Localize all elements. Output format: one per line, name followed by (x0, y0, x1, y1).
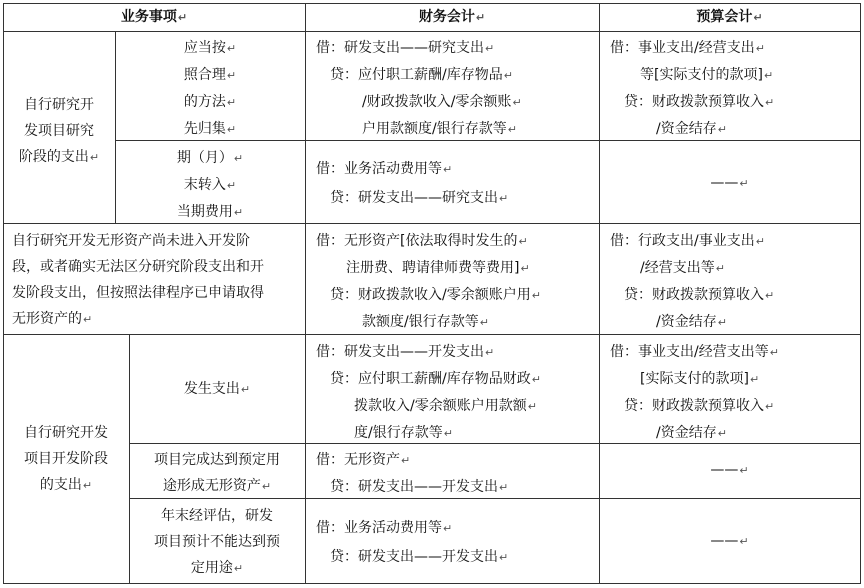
s2-title: 自行研究开发无形资产尚未进入开发阶 段，或者确实无法区分研究阶段支出和开 发阶段支出，但按照法律程序已申请取得 无形资产的↵ (12, 233, 264, 327)
rule-right (860, 3, 861, 584)
s3-r3-item: 年末经评估，研发 项目预计不能达到预 定用途↵ (154, 508, 280, 576)
s3-r1-budget: 借：事业支出/经营支出等↵ [实际支付的款项]↵ 贷：财政拨款预算收入↵ /资金结存↵ (610, 344, 779, 441)
s3-r2-item: 项目完成达到预定用 途形成无形资产↵ (154, 452, 280, 494)
s1-r1-financial: 借：研发支出——研究支出↵ 贷：应付职工薪酬/库存物品↵ /财政拨款收入/零余额账↵ 户用款额度/银行存款等↵ (316, 40, 522, 137)
header-col3: 预算会计↵ (696, 9, 763, 25)
s3-r3-budget: ——↵ (710, 533, 749, 549)
header-col2: 财务会计↵ (418, 9, 486, 25)
s2-financial: 借：无形资产[依法取得时发生的↵ 注册费、聘请律师费等费用]↵ 贷：财政拨款收入/零余额账户用↵ 款额度/银行存款等↵ (316, 233, 541, 330)
s2-budget: 借：行政支出/事业支出↵ /经营支出等↵ 贷：财政拨款预算收入↵ /资金结存↵ (610, 233, 775, 330)
s1-r1-item: 应当按↵ 照合理↵ 的方法↵ 先归集↵ (183, 40, 237, 137)
s3-r2-financial: 借：无形资产↵ 贷：研发支出——开发支出↵ (316, 452, 509, 495)
rule-col2-left (305, 3, 306, 584)
header-col1: 业务事项↵ (120, 9, 188, 25)
s1-title: 自行研究开 发项目研究 阶段的支出↵ (18, 97, 100, 165)
s1-r1-budget: 借：事业支出/经营支出↵ 等[实际支付的款项]↵ 贷：财政拨款预算收入↵ /资金结存↵ (610, 40, 775, 137)
s1-r2-item: 期（月）↵ 末转入↵ 当期费用↵ (176, 150, 244, 220)
rule-col3-left (599, 3, 600, 584)
s3-r3-financial: 借：业务活动费用等↵ 贷：研发支出——开发支出↵ (316, 520, 509, 565)
s3-r1-item: 发生支出↵ (183, 381, 251, 397)
s1-r2-financial: 借：业务活动费用等↵ 贷：研发支出——研究支出↵ (316, 161, 509, 206)
s3-r1-financial: 借：研发支出——开发支出↵ 贷：应付职工薪酬/库存物品财政↵ 拨款收入/零余额账户用款额↵ 度/银行存款等↵ (316, 344, 541, 441)
s3-title: 自行研究开发 项目开发阶段 的支出↵ (24, 425, 108, 493)
rule-header-bottom (3, 31, 861, 32)
rule-bottom (3, 583, 861, 584)
s3-r2-budget: ——↵ (710, 462, 749, 478)
s1-r2-budget: ——↵ (710, 175, 749, 191)
rule-top (3, 3, 861, 4)
